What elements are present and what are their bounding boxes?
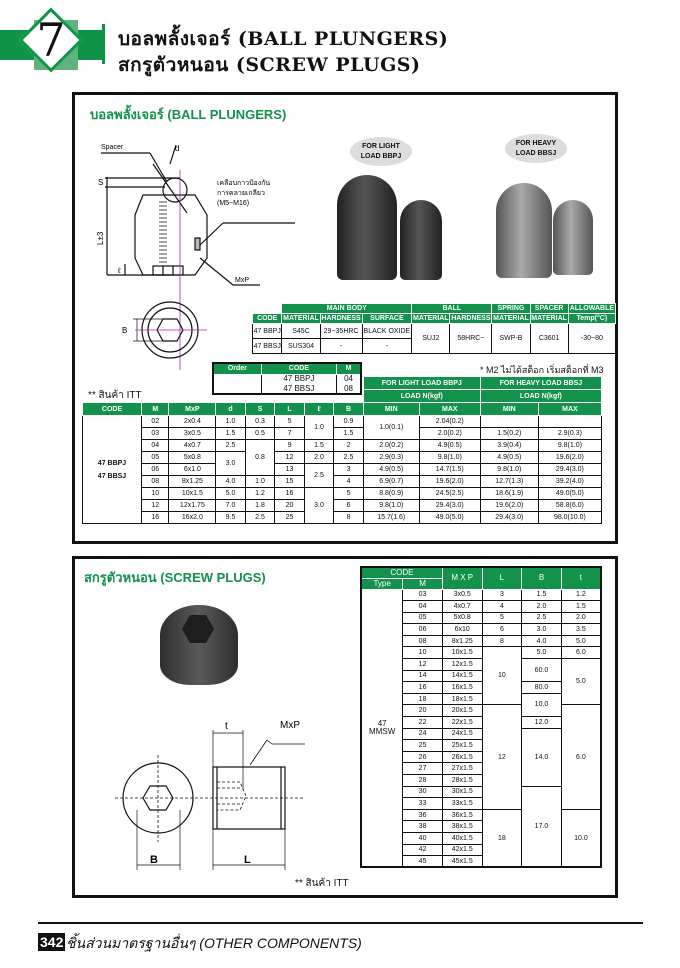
svg-text:(M5~M16): (M5~M16) [217,200,250,207]
order-table: Order CODE M 47 BBPJ 04 47 BBSJ 08 [212,362,362,395]
bbsj-large-photo [496,183,552,278]
bbsj-small-photo [553,200,593,275]
table-row: 47 BBPJ 47 BBSJ 02 2x0.4 1.0 0.3 5 1.0 0.9 1.0(0.1) 2.04(0.2) [83,416,602,428]
material-table: MAIN BODY BALL SPRING SPACER ALLOWABLE CODE MATERIAL HARDNESS SURFACE MATERIAL HARDNESS MATERIAL MATERIAL Temp(°C) 47 BBPJ S45C 29~35HRC BLACK OXIDE SUJ2 58HRC~ SWP-B C3601 -30~80 47 BBSJ SUS304 - - [252,303,616,354]
table-row: 16 16x1.5 80.0 [361,682,601,694]
screw-plugs-title: สกรูตัวหนอน (SCREW PLUGS) [84,570,266,585]
table-row: 33 33x1.5 [361,798,601,810]
table-row: 36 36x1.5 18 10.0 [361,809,601,821]
table-row: 10 10x1.5 10 5.0 6.0 [361,647,601,659]
ball-plunger-dimension-table: FOR LIGHT LOAD BBPJ FOR HEAVY LOAD BBSJ LOAD N(kgf) LOAD N(kgf) CODE M MxP d S L ℓ B MIN MAX MIN MAX 47 BBPJ 47 BBSJ 02 2x0.4 1.0 0.3 5 1.0 0.9 1.0(0.1) 2.04(0.2) 03 3x0.5 1.5 0.5 7 1.5 2.0(0.2) 1.5(0.2) 2.9(0.3) 04 4x0.7 2.5 0.8 9 1.5 2 2.0(0.2) 4.9(0.5) 3.9(0.4) 9.8(1.0) 05 5x0.8 3.0 12 2.0 2.5 2.9(0.3) 9.8(1.0) 4.9(0.5) 19.6(2.0) 06 6x1.0 13 2.5 3 4.9(0.5) 14.7(1.5) 9.8(1.0) 29.4(3.0) 08 8x1.25 4.0 1.0 15 4 6.9(0.7) 19.6(2.0) 12.7(1.3) 39.2(4.0) 10 10x1.5 5.0 1.2 16 3.0 5 8.8(0.9) 24.5(2.5) 18.6(1.9) 49.0(5.0) 12 12x1.75 7.0 1.8 20 6 9.8(1.0) 29.4(3.0) 19.6(2.0) 58.8(6.0) 16 16x2.0 9.5 2.5 25 8 15.7(1.6) 49.0(5.0) 29.4(3.0) 98.0(10.0) [82,376,602,524]
table-row: 16 16x2.0 9.5 2.5 25 8 15.7(1.6) 49.0(5.0) 29.4(3.0) 98.0(10.0) [83,512,602,524]
spacer-label: Spacer [101,144,124,151]
svg-text:L: L [244,854,251,866]
table-row: 40 40x1.5 [361,832,601,844]
table-row: 10 10x1.5 5.0 1.2 16 3.0 5 8.8(0.9) 24.5(2.5) 18.6(1.9) 49.0(5.0) [83,488,602,500]
chapter-number: 7 [36,13,66,67]
bbpj-small-photo [400,200,442,280]
table-row: 42 42x1.5 [361,844,601,856]
svg-text:S: S [98,178,104,187]
table-row: 08 8x1.25 4.0 1.0 15 4 6.9(0.7) 19.6(2.0) 12.7(1.3) 39.2(4.0) [83,476,602,488]
table-row: 14 14x1.5 [361,670,601,682]
header-bar-end [102,24,105,64]
table-row: 30 30x1.5 17.0 [361,786,601,798]
page-title-line2: สกรูตัวหนอน (SCREW PLUGS) [118,54,421,76]
svg-text:d: d [175,144,180,153]
table-row: 22 22x1.5 12.0 [361,717,601,729]
table-row: 26 26x1.5 [361,751,601,763]
svg-text:MxP: MxP [280,720,300,731]
screw-plug-itt-note: ** สินค้า ITT [295,878,349,889]
screw-plug-photo [160,605,238,685]
itt-note: ** สินค้า ITT [88,390,142,401]
svg-text:t: t [225,721,228,732]
table-row: 18 18x1.5 10.0 [361,693,601,705]
page-title-line1: บอลพลั้งเจอร์ (BALL PLUNGERS) [118,28,449,50]
svg-text:B: B [150,854,158,866]
svg-text:B: B [122,326,128,335]
heavy-load-label: FOR HEAVY LOAD BBSJ [505,134,567,163]
table-row: 03 3x0.5 1.5 0.5 7 1.5 2.0(0.2) 1.5(0.2) 2.9(0.3) [83,428,602,440]
screw-plug-table: CODE M X P L B t Type M 47 MMSW 03 3x0.5 3 1.5 1.2 04 4x0.7 4 2.0 1.5 05 5x0.8 5 2.5 2.0 06 6x10 6 3.0 3.5 08 8x1.25 8 4.0 5.0 10 10x1.5 10 5.0 6.0 12 12x1.5 60.0 5.0 14 14x1.5 16 16x1.5 80.0 18 18x1.5 10.0 20 20x1.5 12 6.0 22 22x1.5 12.0 24 24x1.5 14.0 25 25x1.5 26 26x1.5 27 27x1.5 28 28x1.5 30 30x1.5 17.0 33 33x1.5 36 36x1.5 18 10.0 38 38x1.5 40 40x1.5 42 42x1.5 45 45x1.5 [360,566,602,868]
svg-text:เคลือบกาวป้องกัน: เคลือบกาวป้องกัน [217,180,271,187]
footer-rule [38,922,643,924]
table-row: 06 6x1.0 13 2.5 3 4.9(0.5) 14.7(1.5) 9.8(1.0) 29.4(3.0) [83,464,602,476]
table-row: 05 5x0.8 5 2.5 2.0 [361,612,601,624]
table-row: 12 12x1.75 7.0 1.8 20 6 9.8(1.0) 29.4(3.0) 19.6(2.0) 58.8(6.0) [83,500,602,512]
table-row: 28 28x1.5 [361,775,601,787]
svg-text:L±3: L±3 [96,231,105,245]
table-row: 38 38x1.5 [361,821,601,833]
footer-text: ชิ้นส่วนมาตรฐานอื่นๆ (OTHER COMPONENTS) [66,935,362,951]
ball-plungers-title: บอลพลั้งเจอร์ (BALL PLUNGERS) [90,107,287,122]
table-row: 47 MMSW 03 3x0.5 3 1.5 1.2 [361,589,601,601]
light-load-label: FOR LIGHT LOAD BBPJ [350,137,412,166]
m2-stock-note: * M2 ไม่ได้สต็อก เริ่มสต็อกที่ M3 [480,365,604,375]
table-row: 25 25x1.5 [361,740,601,752]
table-row: 24 24x1.5 14.0 [361,728,601,740]
table-row: 05 5x0.8 3.0 12 2.0 2.5 2.9(0.3) 9.8(1.0) 4.9(0.5) 19.6(2.0) [83,452,602,464]
table-row: 12 12x1.5 60.0 5.0 [361,659,601,671]
bbpj-large-photo [337,175,397,280]
table-row: 04 4x0.7 4 2.0 1.5 [361,601,601,613]
code-cell: 47 BBPJ [253,324,282,339]
table-row: 45 45x1.5 [361,856,601,868]
table-row: 04 4x0.7 2.5 0.8 9 1.5 2 2.0(0.2) 4.9(0.5) 3.9(0.4) 9.8(1.0) [83,440,602,452]
table-row: 20 20x1.5 12 6.0 [361,705,601,717]
page-number: 342 [40,934,64,950]
table-row: 08 8x1.25 8 4.0 5.0 [361,635,601,647]
svg-text:MxP: MxP [235,277,249,284]
table-row: 27 27x1.5 [361,763,601,775]
table-row: 06 6x10 6 3.0 3.5 [361,624,601,636]
screw-plug-diagram [110,710,310,880]
svg-text:การคลายเกลียว: การคลายเกลียว [217,190,265,197]
svg-text:ℓ: ℓ [118,266,121,275]
